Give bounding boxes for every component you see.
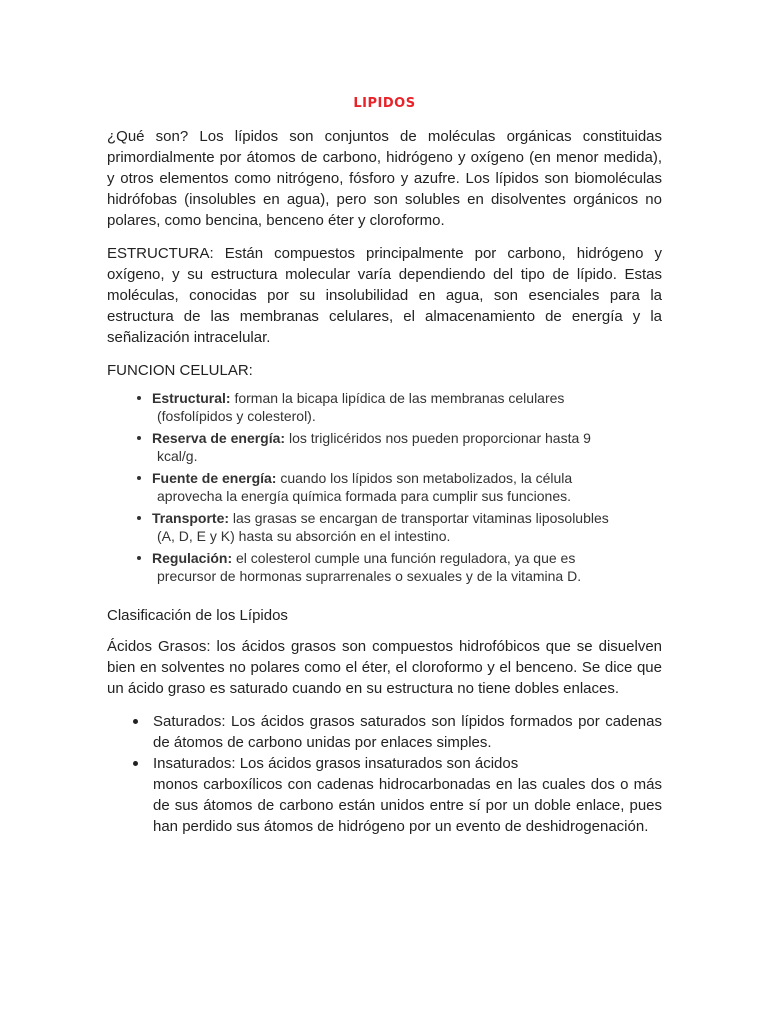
list-item-term: Regulación: bbox=[152, 550, 233, 566]
list-item-continuation: precursor de hormonas suprarrenales o sexuales y de la vitamina D. bbox=[157, 568, 582, 584]
list-item-continuation: monos carboxílicos con cadenas hidrocarbonadas en las cuales dos o más de sus átomos de carbono están unidos entre sí por un doble enlace, pues han perdido sus átomos de hidrógeno por un evento de deshidrogenación. bbox=[153, 776, 662, 835]
list-item-term: Fuente de energía: bbox=[152, 470, 277, 486]
list-item bbox=[137, 549, 662, 585]
document-title: LIPIDOS bbox=[353, 96, 416, 111]
list-item bbox=[137, 509, 662, 545]
list-item-text: el colesterol cumple una función reguladora, ya que es bbox=[236, 550, 576, 566]
list-item-text: Insaturados: Los ácidos grasos insaturados son ácidos bbox=[153, 755, 519, 772]
tipos-acidos-list bbox=[107, 711, 662, 837]
list-item-text: cuando los lípidos son metabolizados, la célula bbox=[280, 470, 573, 486]
heading-clasificacion: Clasificación de los Lípidos bbox=[107, 607, 288, 624]
list-item-continuation: (fosfolípidos y colesterol). bbox=[157, 408, 316, 424]
list-item-text: los triglicéridos nos pueden proporcionar hasta 9 bbox=[288, 430, 591, 446]
list-item bbox=[137, 429, 662, 465]
list-item-text: Saturados: Los ácidos grasos saturados son lípidos formados por cadenas de átomos de carbono unidas por enlaces simples. bbox=[153, 713, 662, 751]
funciones-list bbox=[107, 389, 662, 585]
list-item-continuation: aprovecha la energía química formada para cumplir sus funciones. bbox=[157, 488, 571, 504]
paragraph-acidos-grasos: Ácidos Grasos: los ácidos grasos son compuestos hidrofóbicos que se disuelven bien en solventes no polares como el éter, el cloroformo y el benceno. Se dice que un ácido graso es saturado cuando en su estructura no tiene dobles enlaces. bbox=[107, 638, 662, 697]
document-page bbox=[107, 94, 662, 837]
list-item-term: Reserva de energía: bbox=[152, 430, 286, 446]
heading-funcion-celular: FUNCION CELULAR: bbox=[107, 362, 253, 379]
paragraph-estructura: ESTRUCTURA: Están compuestos principalmente por carbono, hidrógeno y oxígeno, y su estructura molecular varía dependiendo del tipo de lípido. Estas moléculas, conocidas por su insolubilidad en agua, son esenciales para la estructura de las membranas celulares, el almacenamiento de energía y la señalización intracelular. bbox=[107, 245, 662, 346]
list-item-term: Transporte: bbox=[152, 510, 230, 526]
list-item bbox=[137, 469, 662, 505]
list-item-continuation: kcal/g. bbox=[157, 448, 198, 464]
list-item-text: las grasas se encargan de transportar vitaminas liposolubles bbox=[232, 510, 609, 526]
list-item-continuation: (A, D, E y K) hasta su absorción en el intestino. bbox=[157, 528, 451, 544]
list-item-text: forman la bicapa lipídica de las membranas celulares bbox=[234, 390, 565, 406]
list-item-insaturados bbox=[131, 753, 662, 837]
list-item bbox=[137, 389, 662, 425]
list-item-saturados bbox=[131, 711, 662, 753]
paragraph-que-son: ¿Qué son? Los lípidos son conjuntos de moléculas orgánicas constituidas primordialmente por átomos de carbono, hidrógeno y oxígeno (en menor medida), y otros elementos como nitrógeno, fósforo y azufre. Los lípidos son biomoléculas hidrófobas (insolubles en agua), pero son solubles en disolventes orgánicos no polares, como bencina, benceno éter y cloroformo. bbox=[107, 128, 662, 229]
list-item-term: Estructural: bbox=[152, 390, 231, 406]
